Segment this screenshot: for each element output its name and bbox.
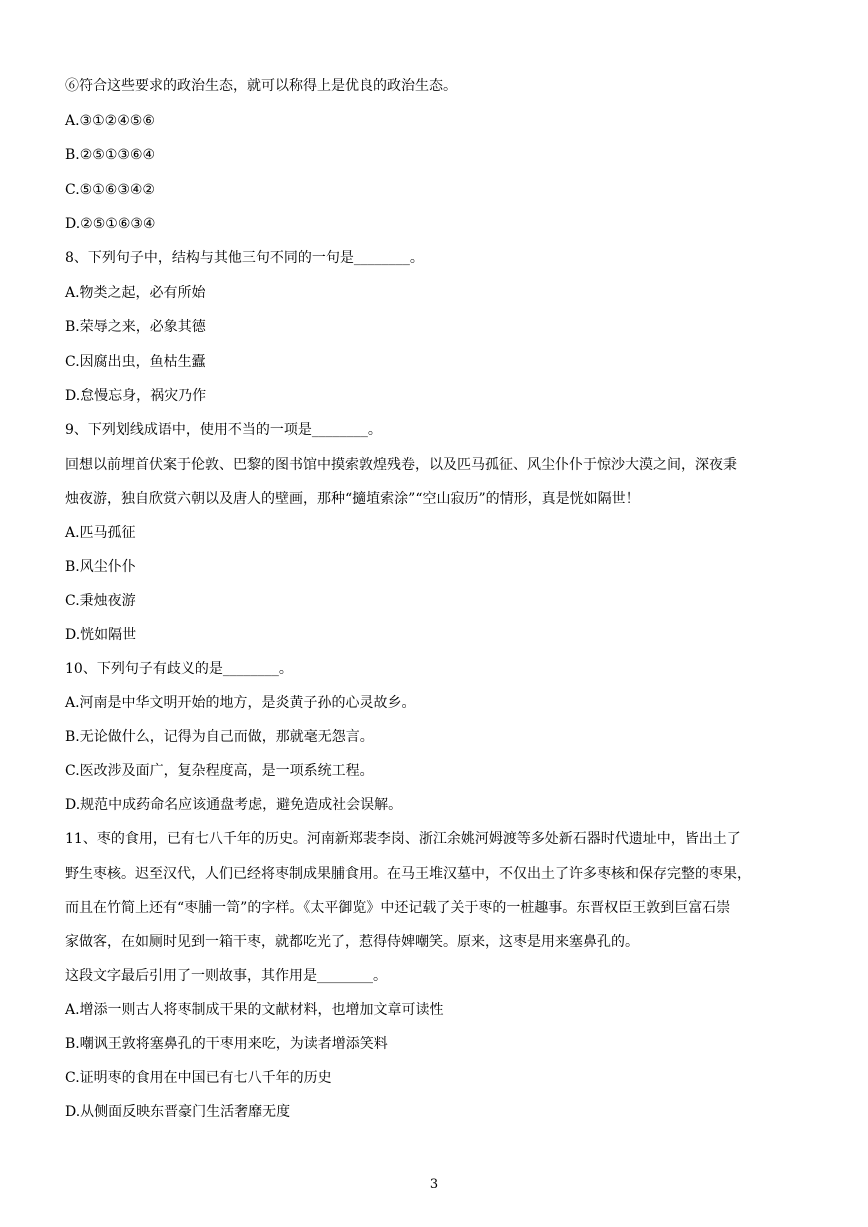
question-8-option-a: A.物类之起，必有所始 xyxy=(65,285,206,301)
question-11-option-c: C.证明枣的食用在中国已有七八千年的历史 xyxy=(65,1070,332,1086)
question-11-stem: 这段文字最后引用了一则故事，其作用是________。 xyxy=(65,968,387,984)
question-8-option-b: B.荣辱之来，必象其德 xyxy=(65,319,206,335)
question-7-sentence-6: ⑥符合这些要求的政治生态，就可以称得上是优良的政治生态。 xyxy=(65,78,457,94)
question-7-option-b: B.②⑤①③⑥④ xyxy=(65,147,156,163)
question-10-option-b: B.无论做什么，记得为自己而做，那就毫无怨言。 xyxy=(65,729,374,745)
question-9-passage-line-1: 回想以前埋首伏案于伦敦、巴黎的图书馆中摸索敦煌残卷，以及匹马孤征、风尘仆仆于惊沙大漠之间，深夜秉 xyxy=(65,457,737,473)
question-10-option-a: A.河南是中华文明开始的地方，是炎黄子孙的心灵故乡。 xyxy=(65,695,416,711)
question-11-passage-line-1: 11、枣的食用，已有七八千年的历史。河南新郑裴李岗、浙江余姚河姆渡等多处新石器时代遗址中，皆出土了 xyxy=(65,831,741,847)
question-11-passage-line-3: 而且在竹简上还有“枣脯一笥”的字样。《太平御览》中还记载了关于枣的一桩趣事。东晋权臣王敦到巨富石崇 xyxy=(65,900,731,916)
question-11-option-a: A.增添一则古人将枣制成干果的文献材料，也增加文章可读性 xyxy=(65,1002,444,1018)
question-9-option-d: D.恍如隔世 xyxy=(65,627,137,643)
question-11-passage-line-4: 家做客，在如厕时见到一箱干枣，就都吃光了，惹得侍婢嘲笑。原来，这枣是用来塞鼻孔的。 xyxy=(65,934,639,950)
question-7-option-a: A.③①②④⑤⑥ xyxy=(65,113,155,129)
question-11-option-b: B.嘲讽王敦将塞鼻孔的干枣用来吃，为读者增添笑料 xyxy=(65,1036,388,1052)
page-number: 3 xyxy=(429,1177,439,1192)
question-9-option-c: C.秉烛夜游 xyxy=(65,593,136,609)
question-8-option-c: C.因腐出虫，鱼枯生蠹 xyxy=(65,354,206,370)
question-9-option-b: B.风尘仆仆 xyxy=(65,559,136,575)
question-9-passage-line-2: 烛夜游，独自欣赏六朝以及唐人的壁画，那种“擿埴索涂”“空山寂历”的情形，真是恍如隔世！ xyxy=(65,491,640,507)
question-8-stem: 8、下列句子中，结构与其他三句不同的一句是________。 xyxy=(65,250,424,266)
question-11-passage-line-2: 野生枣核。迟至汉代，人们已经将枣制成果脯食用。在马王堆汉墓中，不仅出土了许多枣核和保存完整的枣果， xyxy=(65,866,751,882)
question-10-option-d: D.规范中成药命名应该通盘考虑，避免造成社会误解。 xyxy=(65,797,403,813)
question-10-stem: 10、下列句子有歧义的是________。 xyxy=(65,661,293,677)
question-7-option-c: C.⑤①⑥③④② xyxy=(65,182,155,198)
question-9-stem: 9、下列划线成语中，使用不当的一项是________。 xyxy=(65,422,382,438)
question-10-option-c: C.医改涉及面广，复杂程度高，是一项系统工程。 xyxy=(65,763,374,779)
question-11-option-d: D.从侧面反映东晋豪门生活奢靡无度 xyxy=(65,1104,291,1120)
question-7-option-d: D.②⑤①⑥③④ xyxy=(65,216,156,232)
question-9-option-a: A.匹马孤征 xyxy=(65,525,136,541)
question-8-option-d: D.怠慢忘身，祸灾乃作 xyxy=(65,388,207,404)
